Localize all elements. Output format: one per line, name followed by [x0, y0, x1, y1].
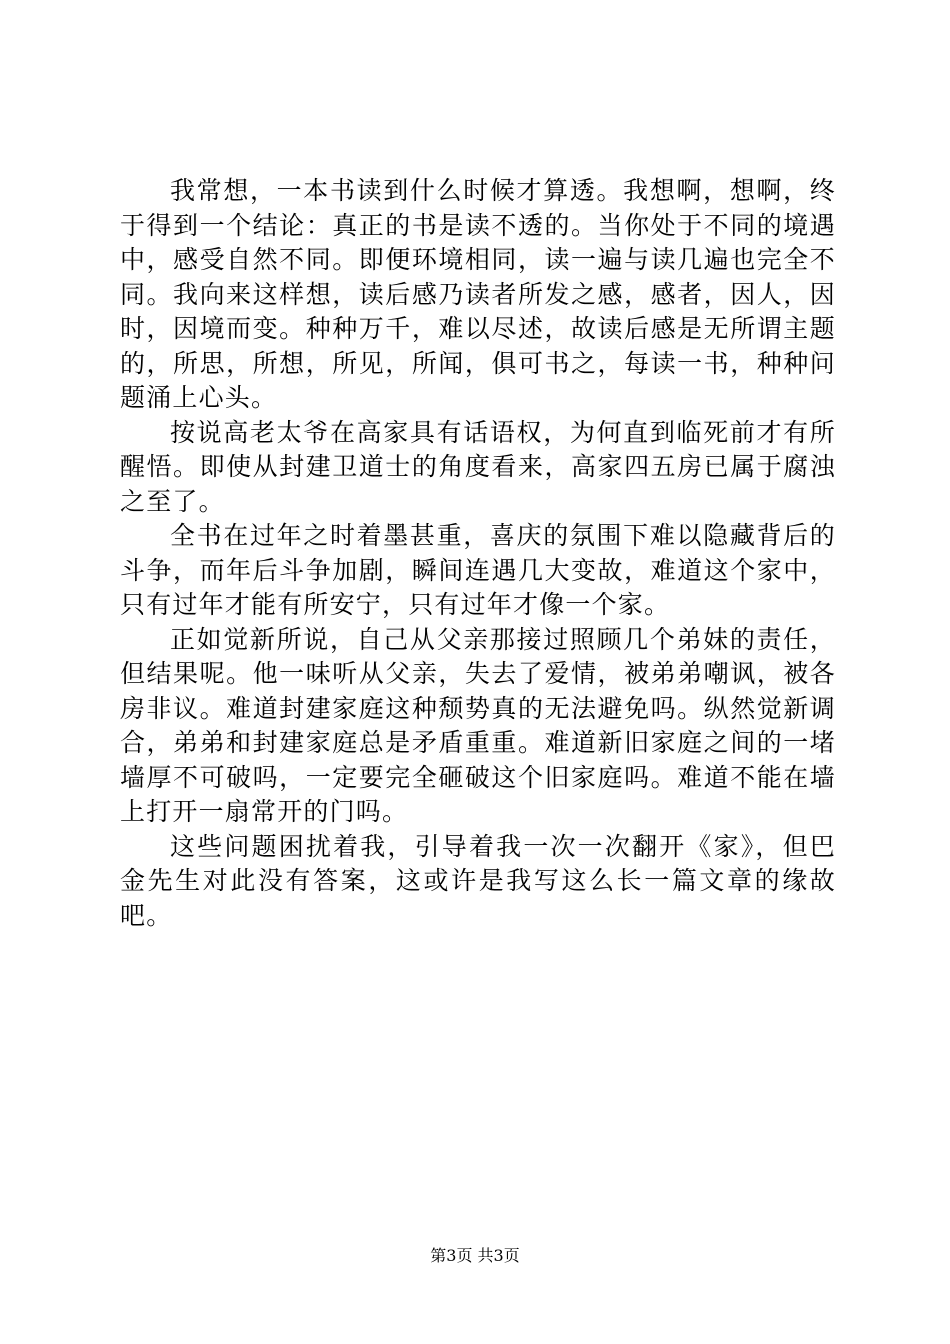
paragraph-5: 这些问题困扰着我，引导着我一次一次翻开《家》，但巴金先生对此没有答案，这或许是我写这么长一篇文章的缘故吧。: [120, 831, 836, 930]
paragraph-2: 按说高老太爷在高家具有话语权，为何直到临死前才有所醒悟。即使从封建卫道士的角度看来，高家四五房已属于腐浊之至了。: [120, 417, 836, 516]
paragraph-1: 我常想，一本书读到什么时候才算透。我想啊，想啊，终于得到一个结论：真正的书是读不透的。当你处于不同的境遇中，感受自然不同。即便环境相同，读一遍与读几遍也完全不同。我向来这样想，读后感乃读者所发之感，感者，因人，因时，因境而变。种种万千，难以尽述，故读后感是无所谓主题的，所思，所想，所见，所闻，俱可书之，每读一书，种种问题涌上心头。: [120, 176, 836, 412]
document-body: [120, 174, 836, 933]
paragraph-3: 全书在过年之时着墨甚重，喜庆的氛围下难以隐藏背后的斗争，而年后斗争加剧，瞬间连遇几大变故，难道这个家中，只有过年才能有所安宁，只有过年才像一个家。: [120, 521, 836, 619]
paragraph-4: 正如觉新所说，自己从父亲那接过照顾几个弟妹的责任，但结果呢。他一味听从父亲，失去了爱情，被弟弟嘲讽，被各房非议。难道封建家庭这种颓势真的无法避免吗。纵然觉新调合，弟弟和封建家庭总是矛盾重重。难道新旧家庭之间的一堵墙厚不可破吗，一定要完全砸破这个旧家庭吗。难道不能在墙上打开一扇常开的门吗。: [120, 624, 836, 826]
page-footer: 第3页 共3页: [430, 1246, 520, 1265]
